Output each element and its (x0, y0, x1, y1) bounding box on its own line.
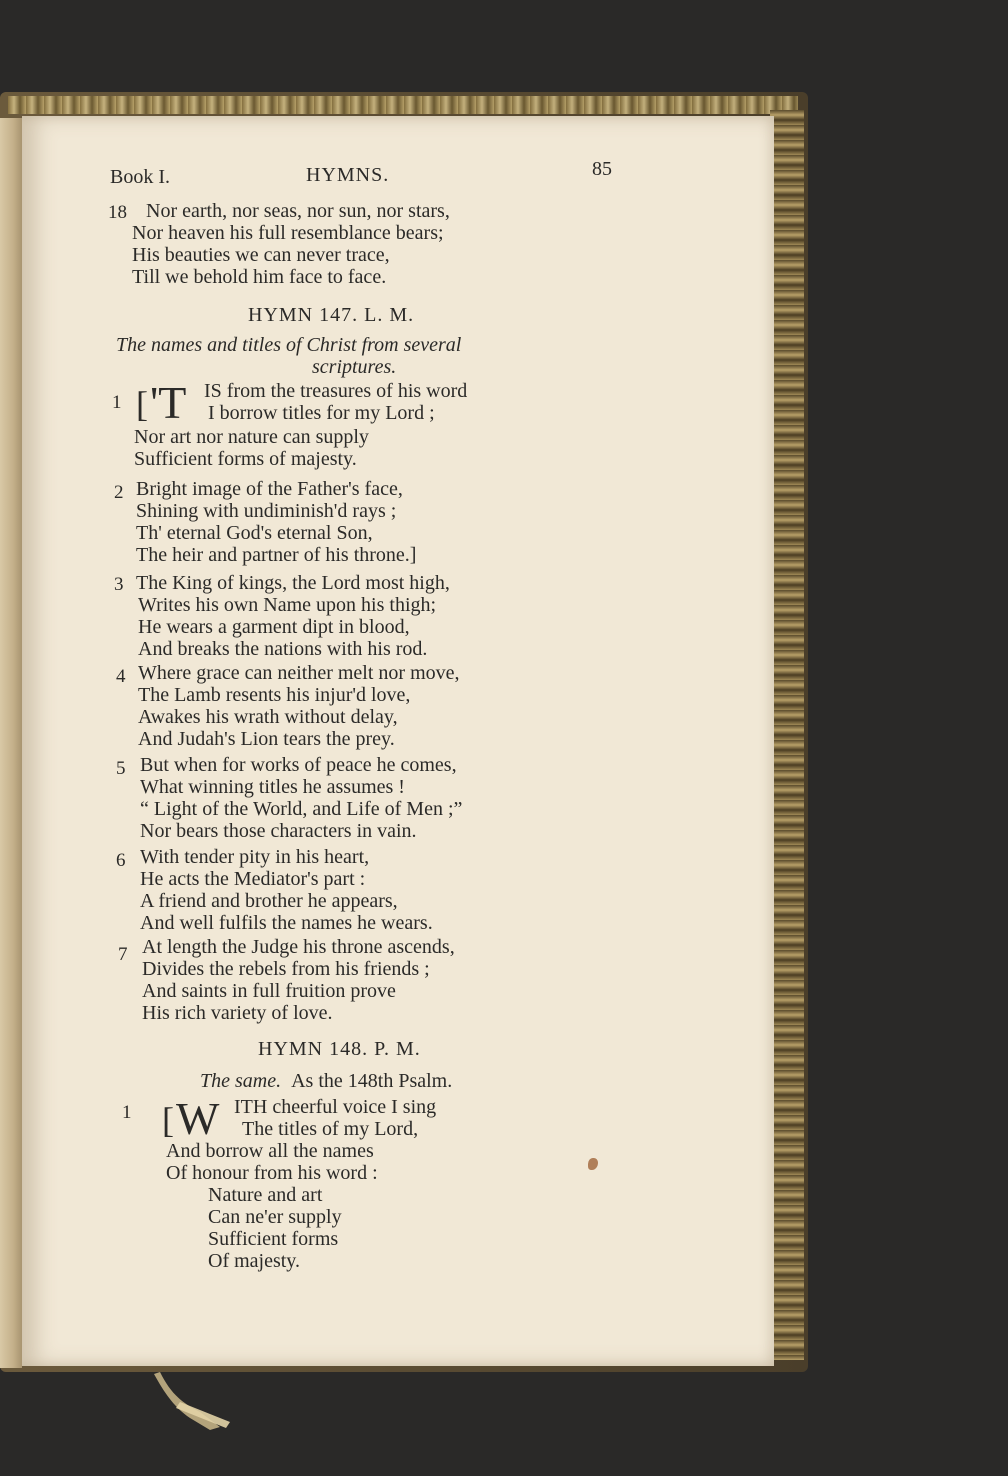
verse-line: Where grace can neither melt nor move, (138, 662, 460, 684)
verse-line: Nor bears those characters in vain. (140, 820, 417, 842)
verse-line: Divides the rebels from his friends ; (142, 958, 430, 980)
verse-line: What winning titles he assumes ! (140, 776, 405, 798)
verse-line: Nor heaven his full resemblance bears; (132, 222, 444, 244)
gilt-page-edge-right (770, 110, 804, 1360)
verse-number: 3 (114, 574, 124, 595)
verse-line: Sufficient forms (208, 1228, 339, 1250)
hymn-subtitle-tune: As the 148th Psalm. (291, 1070, 453, 1092)
verse-line: I borrow titles for my Lord ; (208, 402, 435, 424)
drop-cap: 'T (150, 377, 187, 428)
verse-line: And Judah's Lion tears the prey. (138, 728, 395, 750)
hymn-subtitle: The names and titles of Christ from several (116, 334, 462, 356)
verse-line: ITH cheerful voice I sing (234, 1096, 437, 1118)
hymn-subtitle: scriptures. (312, 356, 397, 378)
verse-number: 7 (118, 944, 128, 965)
verse-number: 5 (116, 758, 126, 779)
verse-line: And borrow all the names (166, 1140, 374, 1162)
verse-number: 1 (122, 1102, 132, 1123)
verse-line: His beauties we can never trace, (132, 244, 390, 266)
verse-line: The titles of my Lord, (242, 1118, 419, 1140)
verse-line: His rich variety of love. (142, 1002, 333, 1024)
page-number: 85 (592, 158, 612, 180)
verse-number: 18 (108, 202, 127, 223)
page-gutter (0, 118, 22, 1368)
verse-line: Can ne'er supply (208, 1206, 342, 1228)
verse-line: He acts the Mediator's part : (140, 868, 366, 890)
verse-line: He wears a garment dipt in blood, (138, 616, 410, 638)
drop-cap: W (176, 1093, 220, 1144)
verse-line: Of honour from his word : (166, 1162, 378, 1184)
hymn-subtitle-italic: The same. (200, 1070, 282, 1092)
verse-line: Th' eternal God's eternal Son, (136, 522, 373, 544)
verse-line: Nature and art (208, 1184, 323, 1206)
bookmark-ribbon-tassel (150, 1372, 240, 1432)
verse-bracket: [ (136, 384, 148, 424)
verse-bracket: [ (162, 1100, 174, 1140)
hymn-subtitle (200, 1070, 452, 1092)
verse-line: Awakes his wrath without delay, (138, 706, 398, 728)
page-stain (588, 1158, 598, 1170)
hymnal-page (22, 116, 774, 1366)
running-head-title: HYMNS. (306, 164, 390, 186)
verse-line: A friend and brother he appears, (140, 890, 398, 912)
verse-line: Nor art nor nature can supply (134, 426, 369, 448)
verse-line: And well fulfils the names he wears. (140, 912, 433, 934)
hymn-title: HYMN 147. L. M. (248, 304, 415, 326)
verse-line: Bright image of the Father's face, (136, 478, 403, 500)
verse-line: The heir and partner of his throne.] (136, 544, 417, 566)
verse-line: At length the Judge his throne ascends, (142, 936, 455, 958)
verse-line: Till we behold him face to face. (132, 266, 387, 288)
verse-line: Of majesty. (208, 1250, 301, 1272)
verse-line: And saints in full fruition prove (142, 980, 396, 1002)
verse-line: The King of kings, the Lord most high, (136, 572, 450, 594)
verse-line: With tender pity in his heart, (140, 846, 370, 868)
verse-number: 6 (116, 850, 126, 871)
verse-line: But when for works of peace he comes, (140, 754, 457, 776)
verse-line: IS from the treasures of his word (204, 380, 468, 402)
verse-line: Nor earth, nor seas, nor sun, nor stars, (146, 200, 450, 222)
running-head-book: Book I. (110, 166, 170, 188)
hymn-title: HYMN 148. P. M. (258, 1038, 421, 1060)
verse-line: The Lamb resents his injur'd love, (138, 684, 411, 706)
verse-number: 4 (116, 666, 126, 687)
verse-line: Writes his own Name upon his thigh; (138, 594, 437, 616)
verse-number: 1 (112, 392, 122, 413)
verse-number: 2 (114, 482, 124, 503)
verse-line: “ Light of the World, and Life of Men ;” (140, 798, 463, 820)
verse-line: Sufficient forms of majesty. (134, 448, 357, 470)
gilt-page-edge-top (8, 96, 798, 114)
verse-line: Shining with undiminish'd rays ; (136, 500, 397, 522)
verse-line: And breaks the nations with his rod. (138, 638, 428, 660)
